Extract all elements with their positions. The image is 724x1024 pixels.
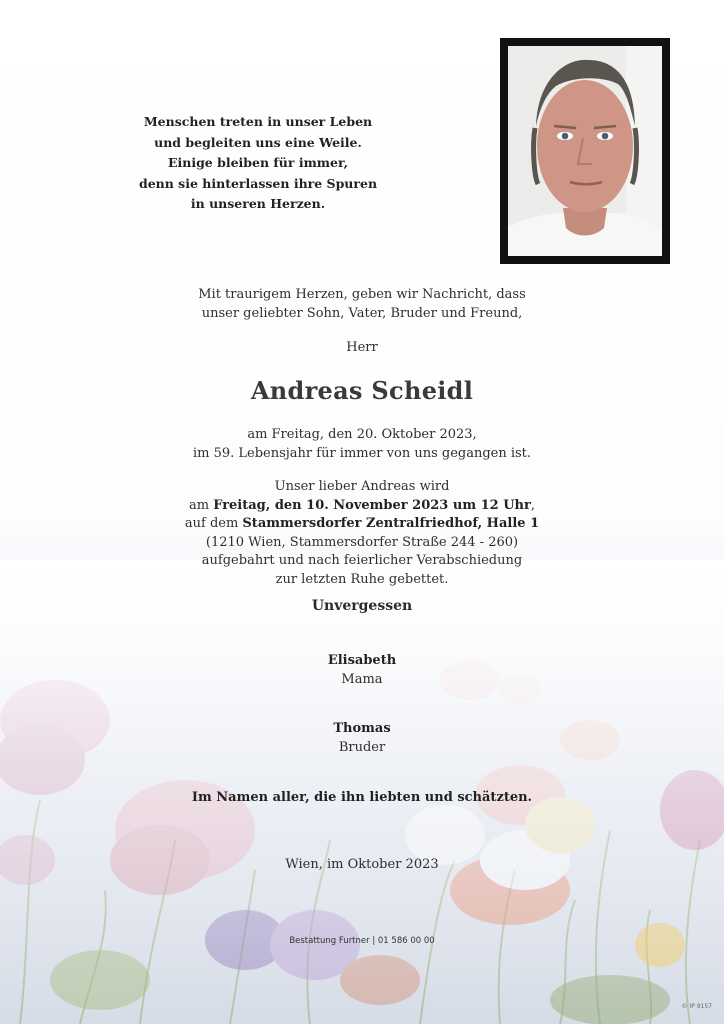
mourner [0, 720, 724, 757]
poem-line: und begleiten uns eine Weile. [154, 134, 362, 150]
death-age-line: im 59. Lebensjahr für immer von uns gegangen ist. [192, 445, 532, 461]
corner-mark: © IP 9157 [681, 1003, 712, 1010]
closing-line: Im Namen aller, die ihn liebten und schätzten. [191, 790, 533, 805]
poem-line: in unseren Herzen. [190, 196, 326, 211]
poem-line: Einige bleiben für immer, [167, 155, 349, 170]
intro-line: unser geliebter Sohn, Vater, Bruder und Freund, [201, 305, 523, 321]
funeral-line: Unser lieber Andreas wird [274, 479, 450, 494]
funeral-date: Freitag, den 10. November 2023 um 12 Uhr [213, 497, 531, 513]
unvergessen-heading: Unvergessen [311, 598, 413, 614]
funeral-location: Stammersdorfer Zentralfriedhof, Halle 1 [242, 516, 540, 531]
poem-line: denn sie hinterlassen ihre Spuren [138, 175, 378, 191]
funeral-home-footer: Bestattung Furtner | 01 586 00 00 [289, 936, 435, 946]
poem [130, 112, 386, 215]
portrait-photo [508, 46, 662, 256]
death-date-line: am Freitag, den 20. Oktober 2023, [247, 427, 477, 442]
mourner-relation: Mama [341, 671, 383, 687]
funeral-location-prefix: auf dem [184, 516, 243, 531]
poem-line: Menschen treten in unser Leben [143, 114, 373, 129]
mourner-name: Elisabeth [327, 653, 397, 668]
funeral-date-line [0, 497, 724, 516]
intro-line: Mit traurigem Herzen, geben wir Nachricht, dass [198, 287, 526, 302]
deceased-name: Andreas Scheidl [250, 376, 474, 405]
funeral-details [0, 478, 724, 589]
mourner-relation: Bruder [338, 739, 386, 755]
funeral-date-prefix: am [188, 497, 214, 513]
funeral-date-suffix: , [530, 497, 536, 513]
mourner [0, 652, 724, 689]
mourner-name: Thomas [333, 721, 391, 736]
death-text [0, 426, 724, 463]
funeral-address: (1210 Wien, Stammersdorfer Straße 244 - 260) [205, 534, 519, 550]
salutation: Herr [346, 340, 378, 355]
intro-text [0, 286, 724, 323]
funeral-line: zur letzten Ruhe gebettet. [275, 571, 449, 587]
place-date: Wien, im Oktober 2023 [285, 857, 439, 872]
funeral-location-line [0, 515, 724, 534]
funeral-line: aufgebahrt und nach feierlicher Verabschiedung [201, 553, 523, 568]
